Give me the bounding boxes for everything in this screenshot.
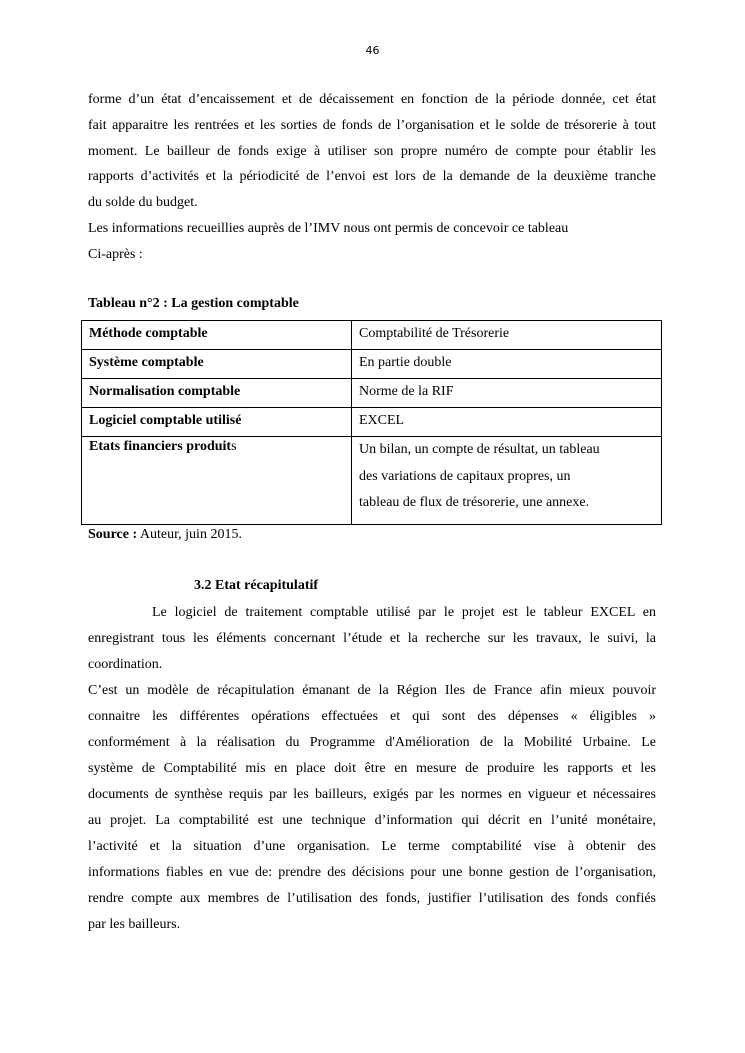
table-row xyxy=(82,321,662,350)
table-value: Comptabilité de Trésorerie xyxy=(352,321,662,350)
table-row xyxy=(82,437,662,525)
text-line: rapports d’activités et la périodicité de l’envoi est lors de la demande de la deuxième tranche xyxy=(88,169,656,185)
text-line: rendre compte aux membres de l’utilisation des fonds, justifier l’utilisation des fonds confiés xyxy=(88,891,656,906)
text-line: Les informations recueillies auprès de l’IMV nous ont permis de concevoir ce tableau xyxy=(88,220,569,236)
source-line xyxy=(88,527,656,543)
text-line: Le logiciel de traitement comptable utilisé par le projet est le tableur EXCEL en xyxy=(152,605,656,620)
text-line: l’activité et la situation d’une organisation. Le terme comptabilité vise à obtenir des xyxy=(88,839,656,854)
text-line: système de Comptabilité mis en place doit être en mesure de produire les rapports et les xyxy=(88,761,656,776)
table-value: EXCEL xyxy=(352,408,662,437)
text-line: fait apparaitre les rentrées et les sorties de fonds de l’organisation et le solde de trésorerie à tout xyxy=(88,117,656,133)
page-number: 46 xyxy=(365,44,380,57)
text-line: par les bailleurs. xyxy=(88,917,181,932)
source-label: Source : xyxy=(88,527,138,542)
table-row xyxy=(82,408,662,437)
table-value: En partie double xyxy=(352,350,662,379)
table-key xyxy=(82,437,352,525)
text-line: connaitre les différentes opérations effectuées et qui sont des dépenses « éligibles » xyxy=(88,709,656,724)
text-line: informations fiables en vue de: prendre des décisions pour une bonne gestion de l’organisation, xyxy=(88,865,656,880)
table-value-line: Un bilan, un compte de résultat, un tableau xyxy=(359,442,600,457)
text-line: forme d’un état d’encaissement et de décaissement en fonction de la période donnée, cet état xyxy=(88,92,656,107)
text-line: Ci-après : xyxy=(88,246,143,262)
table-value-line: tableau de flux de trésorerie, une annexe. xyxy=(359,495,590,510)
table-value-line: des variations de capitaux propres, un xyxy=(359,468,571,484)
table-value: Norme de la RIF xyxy=(352,379,662,408)
table-caption: Tableau n°2 : La gestion comptable xyxy=(88,296,299,311)
table-key: Logiciel comptable utilisé xyxy=(82,408,352,437)
text-line: documents de synthèse requis par les bailleurs, exigés par les normes en vigueur et nécessaires xyxy=(88,787,656,802)
section-title: 3.2 Etat récapitulatif xyxy=(194,578,319,593)
table-key: Système comptable xyxy=(82,350,352,379)
table-value xyxy=(352,437,662,525)
text-line: C’est un modèle de récapitulation émanant de la Région Iles de France afin mieux pouvoir xyxy=(88,683,656,698)
text-line: conformément à la réalisation du Programme d'Amélioration de la Mobilité Urbaine. Le xyxy=(88,735,656,750)
table-key-bold: Etats financiers produit xyxy=(89,439,232,454)
text-line: enregistrant tous les éléments concernant l’étude et la recherche sur les travaux, le suivi, la xyxy=(88,631,656,646)
text-line: du solde du budget. xyxy=(88,195,198,211)
table-key: Méthode comptable xyxy=(82,321,352,350)
text-line: coordination. xyxy=(88,657,163,672)
table-key: Normalisation comptable xyxy=(82,379,352,408)
table-row xyxy=(82,350,662,379)
accounting-table xyxy=(81,320,662,525)
text-line: moment. Le bailleur de fonds exige à utiliser son propre numéro de compte pour établir les xyxy=(88,143,656,159)
table-row xyxy=(82,379,662,408)
text-line: au projet. La comptabilité est une technique d’information qui décrit en l’unité monétaire, xyxy=(88,813,656,828)
table-key-tail: s xyxy=(231,439,237,454)
source-text: Auteur, juin 2015. xyxy=(137,527,242,542)
body-paragraph xyxy=(88,600,656,938)
intro-paragraph xyxy=(88,87,656,268)
